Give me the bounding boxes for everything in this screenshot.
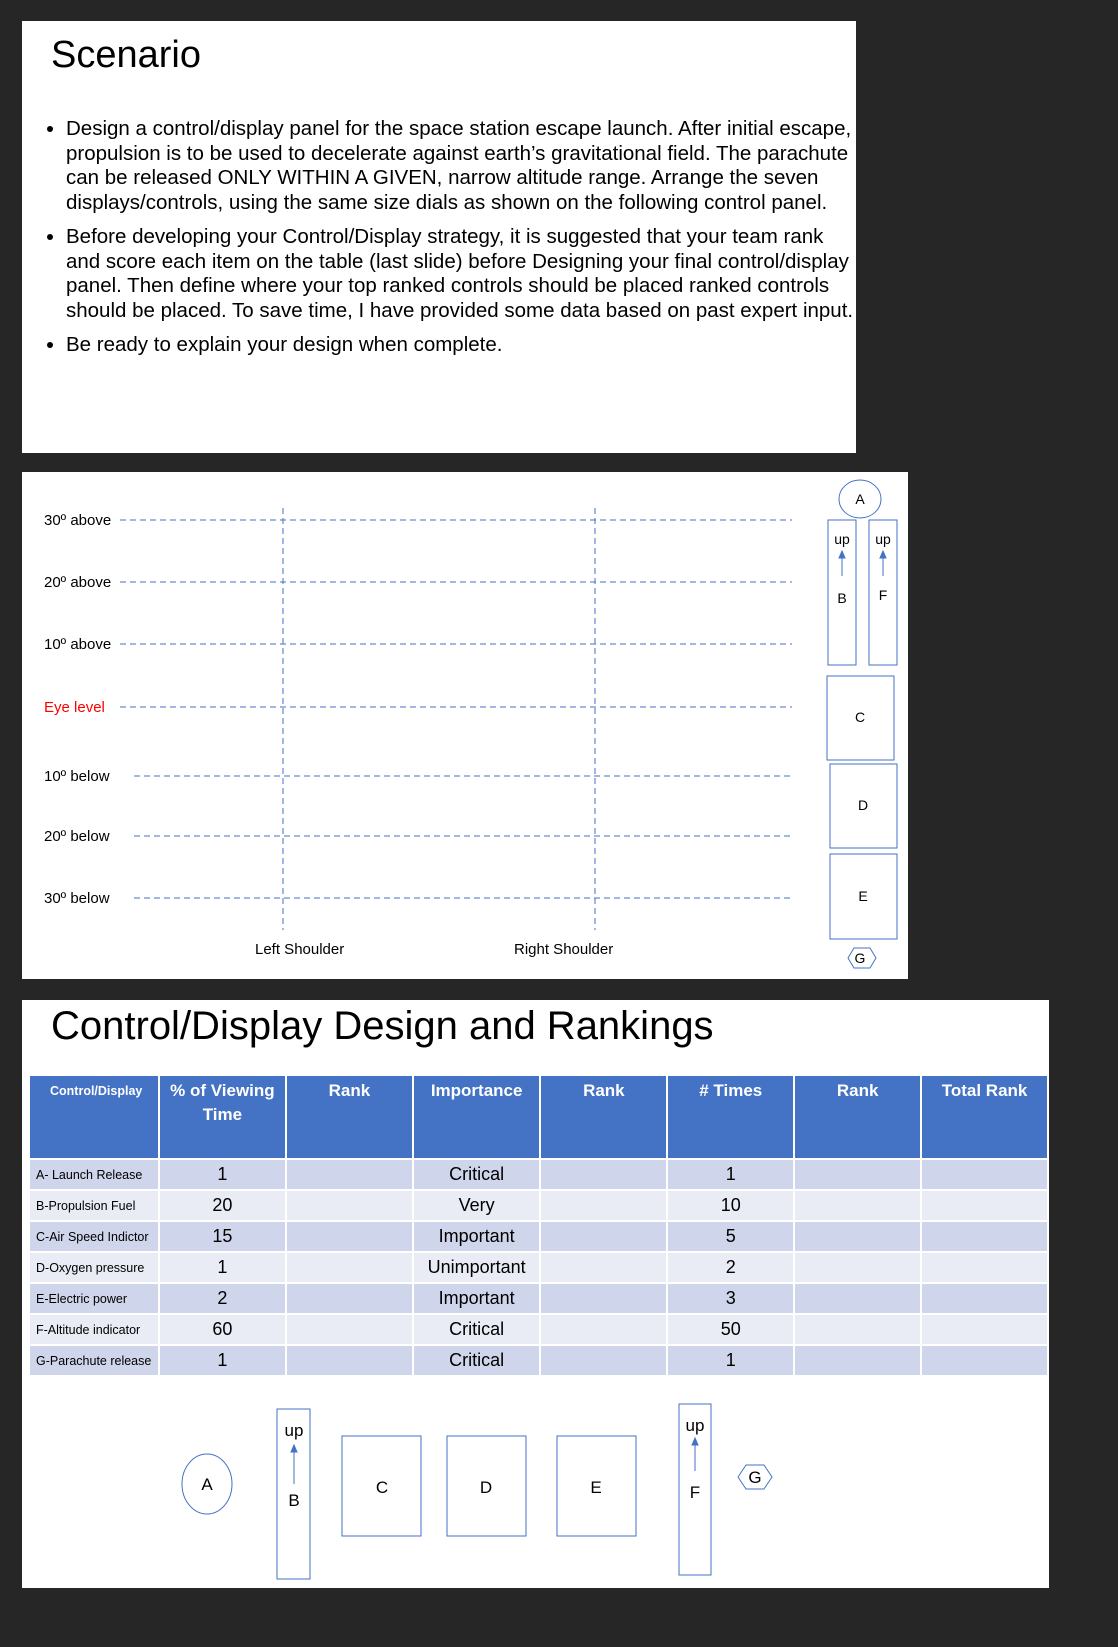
control-c-label: C xyxy=(854,709,866,725)
header-importance: Importance xyxy=(414,1076,540,1158)
cell-rank xyxy=(541,1346,666,1375)
panel-f-slider xyxy=(679,1404,711,1575)
cell-control-display: G-Parachute release xyxy=(30,1346,158,1375)
cell-rank xyxy=(795,1160,920,1189)
cell-times: 2 xyxy=(668,1253,793,1282)
panel-g-label: G xyxy=(748,1468,762,1487)
slide-title: Control/Display Design and Rankings xyxy=(51,1004,714,1048)
bullet-item: • Be ready to explain your design when complete. xyxy=(66,333,856,358)
cell-total-rank xyxy=(922,1253,1047,1282)
left-shoulder-label: Left Shoulder xyxy=(255,941,345,958)
cell-importance: Unimportant xyxy=(414,1253,540,1282)
bullet-item: • Design a control/display panel for the space station escape launch. After initial escape, propulsion is to be used to decelerate against earth’s gravitational field. The parachute can be released ONLY WITHIN A GIVEN, narrow altitude range. Arrange the seven displays/controls, using the same size dials as shown on the following control panel. xyxy=(66,117,856,215)
panel-d-label: D xyxy=(479,1478,493,1497)
cell-viewing-time: 60 xyxy=(160,1315,285,1344)
cell-total-rank xyxy=(922,1284,1047,1313)
panel-b-up-label: up xyxy=(284,1421,304,1440)
panel-g-hex xyxy=(738,1465,772,1489)
right-shoulder-label: Right Shoulder xyxy=(514,941,614,958)
cell-total-rank xyxy=(922,1160,1047,1189)
bullet-item: • Before developing your Control/Display strategy, it is suggested that your team rank and score each item on the table (last slide) before Designing your final control/display panel. Then define where your top ranked controls should be placed ranked controls should be placed. To save time, I have provided some data based on past expert input. xyxy=(66,225,856,323)
panel-c-label: C xyxy=(375,1478,389,1497)
row-label-20-below: 20º below xyxy=(44,828,110,845)
cell-rank xyxy=(287,1284,412,1313)
cell-importance: Important xyxy=(414,1222,540,1251)
header-rank: Rank xyxy=(795,1076,920,1158)
header-rank: Rank xyxy=(287,1076,412,1158)
control-d-label: D xyxy=(857,797,869,813)
cell-rank xyxy=(541,1284,666,1313)
cell-times: 10 xyxy=(668,1191,793,1220)
table-row xyxy=(30,1284,1047,1313)
panel-c-box xyxy=(342,1436,421,1536)
control-g-label: G xyxy=(854,950,866,966)
cell-rank xyxy=(795,1222,920,1251)
panel-b-label: B xyxy=(288,1491,300,1510)
panel-a-dial xyxy=(182,1454,232,1514)
viewing-grid xyxy=(22,472,908,979)
control-b-label: B xyxy=(837,590,847,606)
cell-control-display: E-Electric power xyxy=(30,1284,158,1313)
cell-importance: Important xyxy=(414,1284,540,1313)
cell-viewing-time: 20 xyxy=(160,1191,285,1220)
cell-control-display: F-Altitude indicator xyxy=(30,1315,158,1344)
panel-e-box xyxy=(557,1436,636,1536)
cell-viewing-time: 1 xyxy=(160,1160,285,1189)
panel-e-label: E xyxy=(590,1478,602,1497)
cell-rank xyxy=(541,1253,666,1282)
cell-total-rank xyxy=(922,1191,1047,1220)
cell-rank xyxy=(287,1315,412,1344)
header-rank: Rank xyxy=(541,1076,666,1158)
cell-rank xyxy=(795,1315,920,1344)
viewing-grid-slide xyxy=(22,472,908,979)
cell-importance: Critical xyxy=(414,1315,540,1344)
cell-total-rank xyxy=(922,1346,1047,1375)
panel-f-label: F xyxy=(689,1483,701,1502)
control-b-up-label: up xyxy=(834,531,850,547)
control-a-label: A xyxy=(855,491,865,507)
arrow-icon xyxy=(839,551,886,576)
cell-rank xyxy=(287,1222,412,1251)
table-row xyxy=(30,1346,1047,1375)
header-control-display: Control/Display xyxy=(30,1076,158,1158)
cell-viewing-time: 2 xyxy=(160,1284,285,1313)
table-row xyxy=(30,1222,1047,1251)
cell-viewing-time: 1 xyxy=(160,1346,285,1375)
row-label-20-above: 20º above xyxy=(44,574,112,591)
cell-times: 50 xyxy=(668,1315,793,1344)
cell-control-display: A- Launch Release xyxy=(30,1160,158,1189)
cell-total-rank xyxy=(922,1315,1047,1344)
header-viewing-time: % of Viewing Time xyxy=(160,1076,285,1158)
row-label-30-below: 30º below xyxy=(44,890,110,907)
row-label-10-below: 10º below xyxy=(44,768,110,785)
cell-rank xyxy=(541,1315,666,1344)
row-label-eye-level: Eye level xyxy=(44,699,105,716)
rankings-slide xyxy=(22,1000,1049,1588)
cell-rank xyxy=(795,1253,920,1282)
control-f-label: F xyxy=(878,587,888,603)
cell-importance: Critical xyxy=(414,1346,540,1375)
table-row xyxy=(30,1315,1047,1344)
panel-b-slider xyxy=(277,1409,310,1579)
control-e-label: E xyxy=(858,888,868,904)
table-header-row xyxy=(30,1076,1047,1158)
table-row xyxy=(30,1160,1047,1189)
cell-rank xyxy=(541,1191,666,1220)
cell-importance: Very xyxy=(414,1191,540,1220)
panel-a-label: A xyxy=(201,1475,213,1494)
cell-rank xyxy=(795,1191,920,1220)
cell-rank xyxy=(541,1222,666,1251)
cell-times: 5 xyxy=(668,1222,793,1251)
row-label-10-above: 10º above xyxy=(44,636,112,653)
panel-f-up-label: up xyxy=(685,1416,705,1435)
cell-viewing-time: 1 xyxy=(160,1253,285,1282)
cell-times: 1 xyxy=(668,1160,793,1189)
control-f-up-label: up xyxy=(875,531,891,547)
bullet-list xyxy=(42,117,856,368)
cell-viewing-time: 15 xyxy=(160,1222,285,1251)
cell-control-display: D-Oxygen pressure xyxy=(30,1253,158,1282)
cell-control-display: B-Propulsion Fuel xyxy=(30,1191,158,1220)
row-label-30-above: 30º above xyxy=(44,512,112,529)
cell-rank xyxy=(541,1160,666,1189)
scenario-slide xyxy=(22,21,856,453)
table-row xyxy=(30,1253,1047,1282)
cell-rank xyxy=(795,1346,920,1375)
arrow-icon xyxy=(291,1438,698,1484)
header-total-rank: Total Rank xyxy=(922,1076,1047,1158)
grid-lines xyxy=(120,508,792,930)
cell-rank xyxy=(287,1346,412,1375)
cell-times: 3 xyxy=(668,1284,793,1313)
cell-rank xyxy=(287,1253,412,1282)
cell-control-display: C-Air Speed Indictor xyxy=(30,1222,158,1251)
header-times: # Times xyxy=(668,1076,793,1158)
rankings-table xyxy=(28,1074,1049,1377)
cell-rank xyxy=(287,1191,412,1220)
panel-d-box xyxy=(447,1436,526,1536)
cell-rank xyxy=(795,1284,920,1313)
cell-importance: Critical xyxy=(414,1160,540,1189)
cell-total-rank xyxy=(922,1222,1047,1251)
cell-times: 1 xyxy=(668,1346,793,1375)
cell-rank xyxy=(287,1160,412,1189)
slide-title: Scenario xyxy=(51,34,201,76)
table-row xyxy=(30,1191,1047,1220)
